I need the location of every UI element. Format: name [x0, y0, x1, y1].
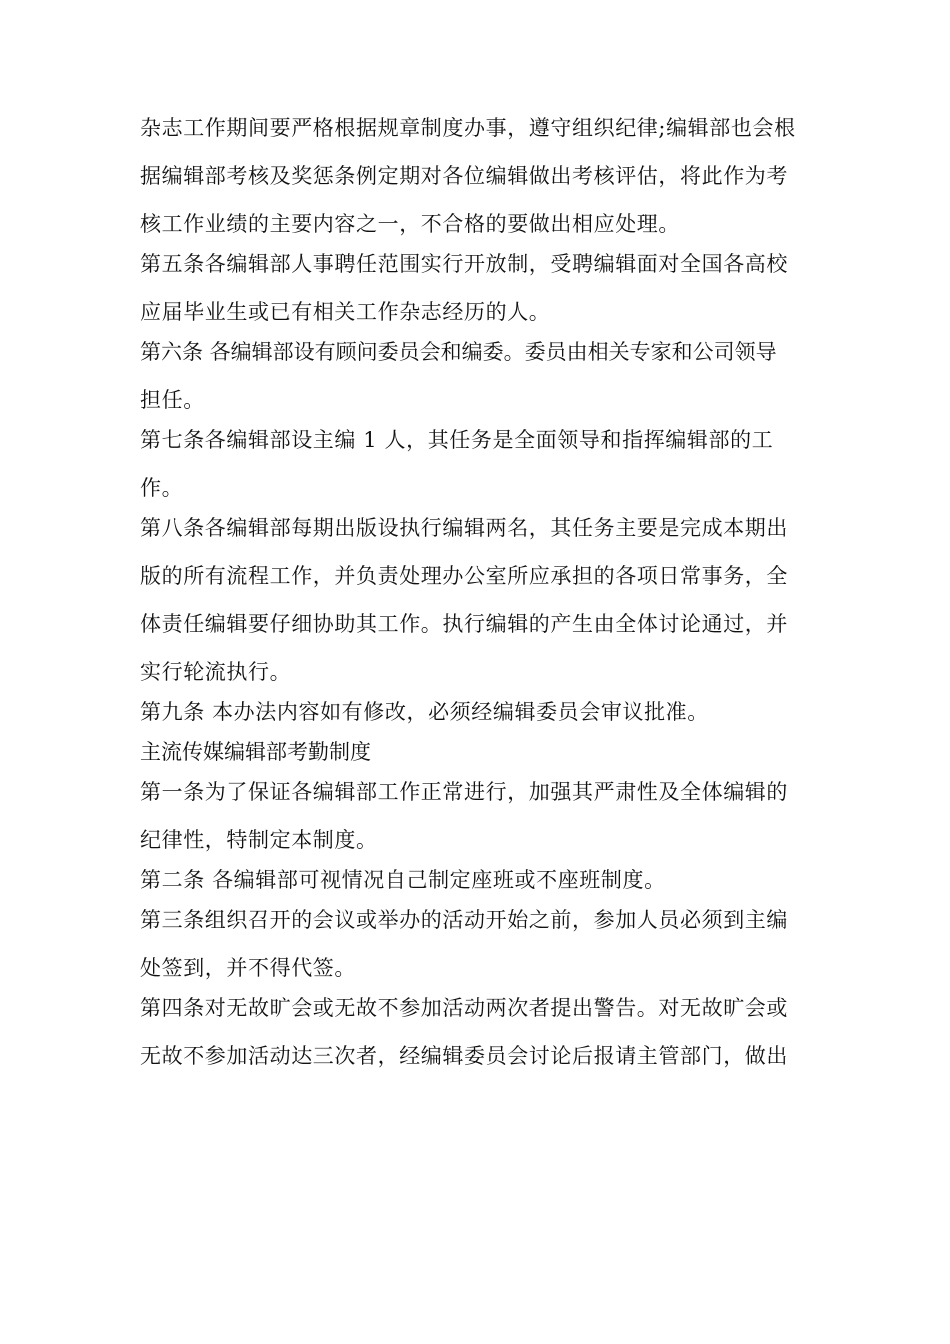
text-line: 第六条 各编辑部设有顾问委员会和编委。委员由相关专家和公司领导: [140, 340, 777, 364]
text-line: 第二条 各编辑部可视情况自己制定座班或不座班制度。: [140, 868, 666, 892]
text-line: 体责任编辑要仔细协助其工作。执行编辑的产生由全体讨论通过，并: [140, 612, 788, 636]
text-line: 第三条组织召开的会议或举办的活动开始之前，参加人员必须到主编: [140, 908, 788, 932]
text-line: 第八条各编辑部每期出版设执行编辑两名，其任务主要是完成本期出: [140, 516, 788, 540]
text-line: 应届毕业生或已有相关工作杂志经历的人。: [140, 300, 551, 324]
document-body: [140, 116, 840, 1068]
text-line: 担任。: [140, 388, 205, 412]
text-line: 核工作业绩的主要内容之一，不合格的要做出相应处理。: [140, 212, 680, 236]
text-line: 第七条各编辑部设主编 1 人，其任务是全面领导和指挥编辑部的工: [140, 428, 774, 452]
text-line: 纪律性，特制定本制度。: [140, 828, 378, 852]
text-line: 杂志工作期间要严格根据规章制度办事，遵守组织纪律;编辑部也会根: [140, 116, 796, 140]
text-line: 实行轮流执行。: [140, 660, 292, 684]
text-line: 处签到，并不得代签。: [140, 956, 356, 980]
section-title: 主流传媒编辑部考勤制度: [140, 740, 371, 764]
text-line: 无故不参加活动达三次者，经编辑委员会讨论后报请主管部门，做出: [140, 1044, 788, 1068]
text-line: 第九条 本办法内容如有修改，必须经编辑委员会审议批准。: [140, 700, 709, 724]
text-line: 第一条为了保证各编辑部工作正常进行，加强其严肃性及全体编辑的: [140, 780, 788, 804]
text-line: 第四条对无故旷会或无故不参加活动两次者提出警告。对无故旷会或: [140, 996, 788, 1020]
text-line: 据编辑部考核及奖惩条例定期对各位编辑做出考核评估，将此作为考: [140, 164, 788, 188]
text-line: 版的所有流程工作，并负责处理办公室所应承担的各项日常事务，全: [140, 564, 788, 588]
text-line: 第五条各编辑部人事聘任范围实行开放制，受聘编辑面对全国各高校: [140, 252, 788, 276]
text-line: 作。: [140, 476, 184, 500]
